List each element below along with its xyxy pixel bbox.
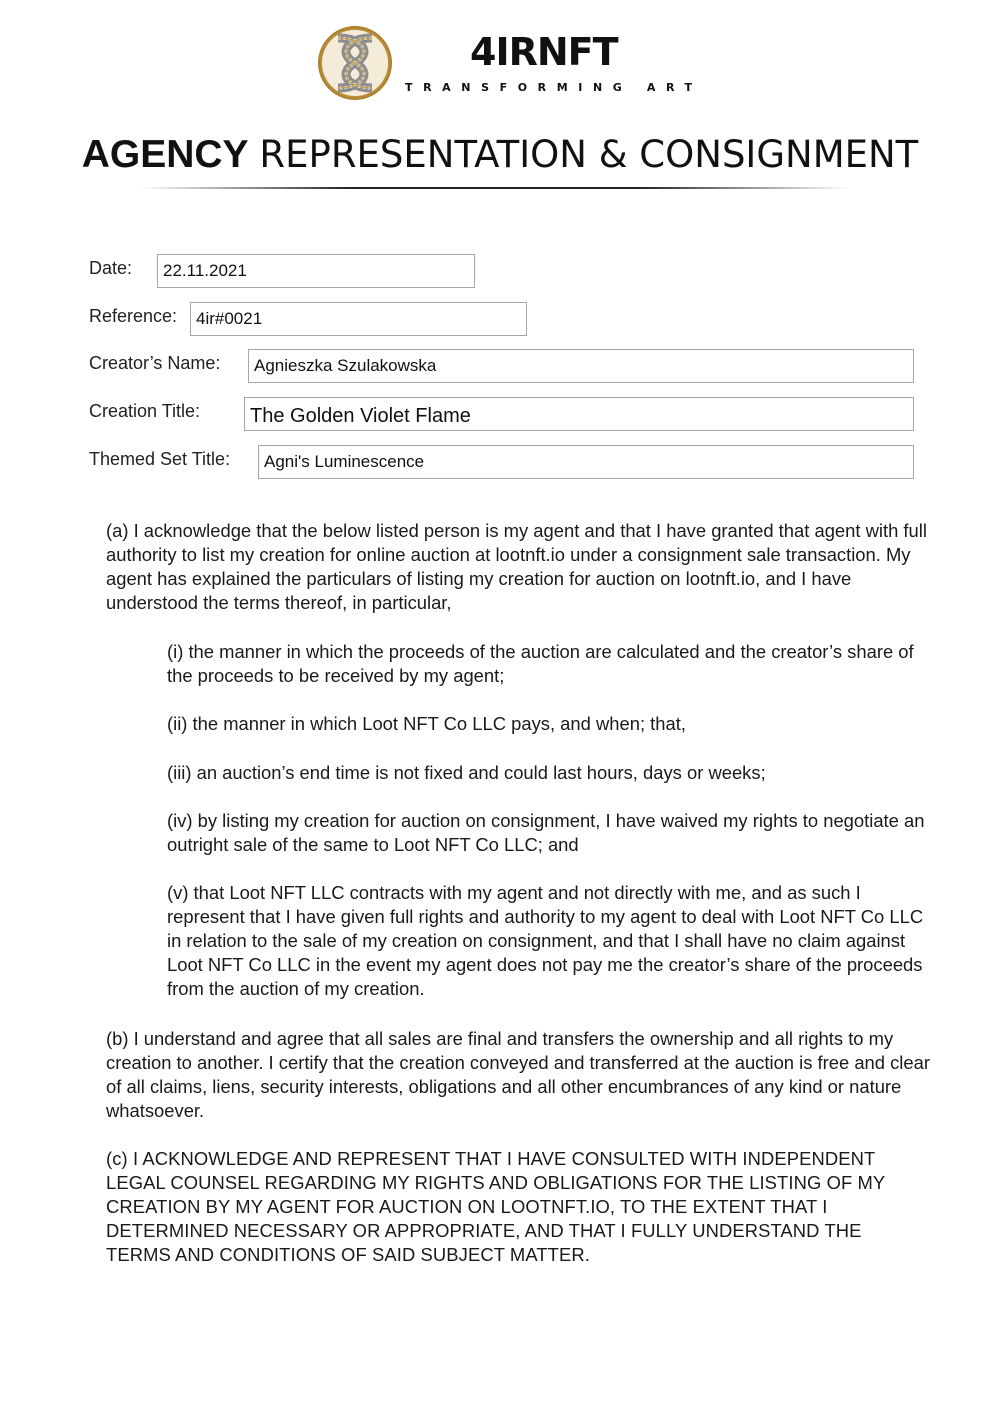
creator-name-field[interactable]: Agnieszka Szulakowska <box>248 349 914 383</box>
brand-name: 4IRNFT <box>470 30 618 74</box>
title-bold: AGENCY <box>81 133 249 176</box>
clause-a-ii: (ii) the manner in which Loot NFT Co LLC pays, and when; that, <box>167 713 686 734</box>
clause-a-iv: (iv) by listing my creation for auction on consignment, I have waived my rights to negotiate an outright sale of the same to Loot NFT Co LLC; and <box>167 810 925 855</box>
themed-set-title-field[interactable]: Agni's Luminescence <box>258 445 914 479</box>
clause-c: (c) I ACKNOWLEDGE AND REPRESENT THAT I HAVE CONSULTED WITH INDEPENDENT LEGAL COUNSEL REGARDING MY RIGHTS AND OBLIGATIONS FOR THE LISTING OF MY CREATION BY MY AGENT FOR AUCTION ON LOOTNFT.IO, TO THE EXTENT THAT I DETERMINED NECESSARY OR APPROPRIATE, AND THAT I FULLY UNDERSTAND THE TERMS AND CONDITIONS OF SAID SUBJECT MATTER. <box>106 1148 885 1265</box>
reference-label: Reference: <box>89 306 178 326</box>
creation-title-label: Creation Title: <box>89 401 201 421</box>
creation-title-field[interactable]: The Golden Violet Flame <box>244 397 914 431</box>
reference-field[interactable]: 4ir#0021 <box>190 302 527 336</box>
infinity-pattern-logo-icon <box>316 24 394 102</box>
title-rest: REPRESENTATION & CONSIGNMENT <box>259 133 919 176</box>
themed-set-title-label: Themed Set Title: <box>89 449 231 469</box>
date-field[interactable]: 22.11.2021 <box>157 254 475 288</box>
clause-a-i: (i) the manner in which the proceeds of the auction are calculated and the creator’s share of the proceeds to be received by my agent; <box>167 641 914 686</box>
clause-b: (b) I understand and agree that all sales are final and transfers the ownership and all rights to my creation to another. I certify that the creation conveyed and transferred at the auction is free and clear of all claims, liens, security interests, obligations and all other encumbrances of any kind or nature whatsoever. <box>106 1028 930 1121</box>
date-label: Date: <box>89 258 133 278</box>
clause-a-iii: (iii) an auction’s end time is not fixed and could last hours, days or weeks; <box>167 762 766 783</box>
clause-a-v: (v) that Loot NFT LLC contracts with my agent and not directly with me, and as such I represent that I have given full rights and authority to my agent to deal with Loot NFT Co LLC in relation to the sale of my creation on consignment, and that I shall have no claim against Loot NFT Co LLC in the event my agent does not pay me the creator’s share of the proceeds from the auction of my creation. <box>167 882 924 999</box>
brand-tagline: TRANSFORMING ART <box>405 81 703 94</box>
document-title <box>0 133 1000 177</box>
clause-a: (a) I acknowledge that the below listed person is my agent and that I have granted that agent with full authority to list my creation for online auction at lootnft.io under a consignment sale transaction. My agent has explained the particulars of listing my creation for auction on lootnft.io, and I have understood the terms thereof, in particular, <box>106 520 927 613</box>
creator-name-label: Creator’s Name: <box>89 353 221 373</box>
title-divider <box>140 187 850 189</box>
